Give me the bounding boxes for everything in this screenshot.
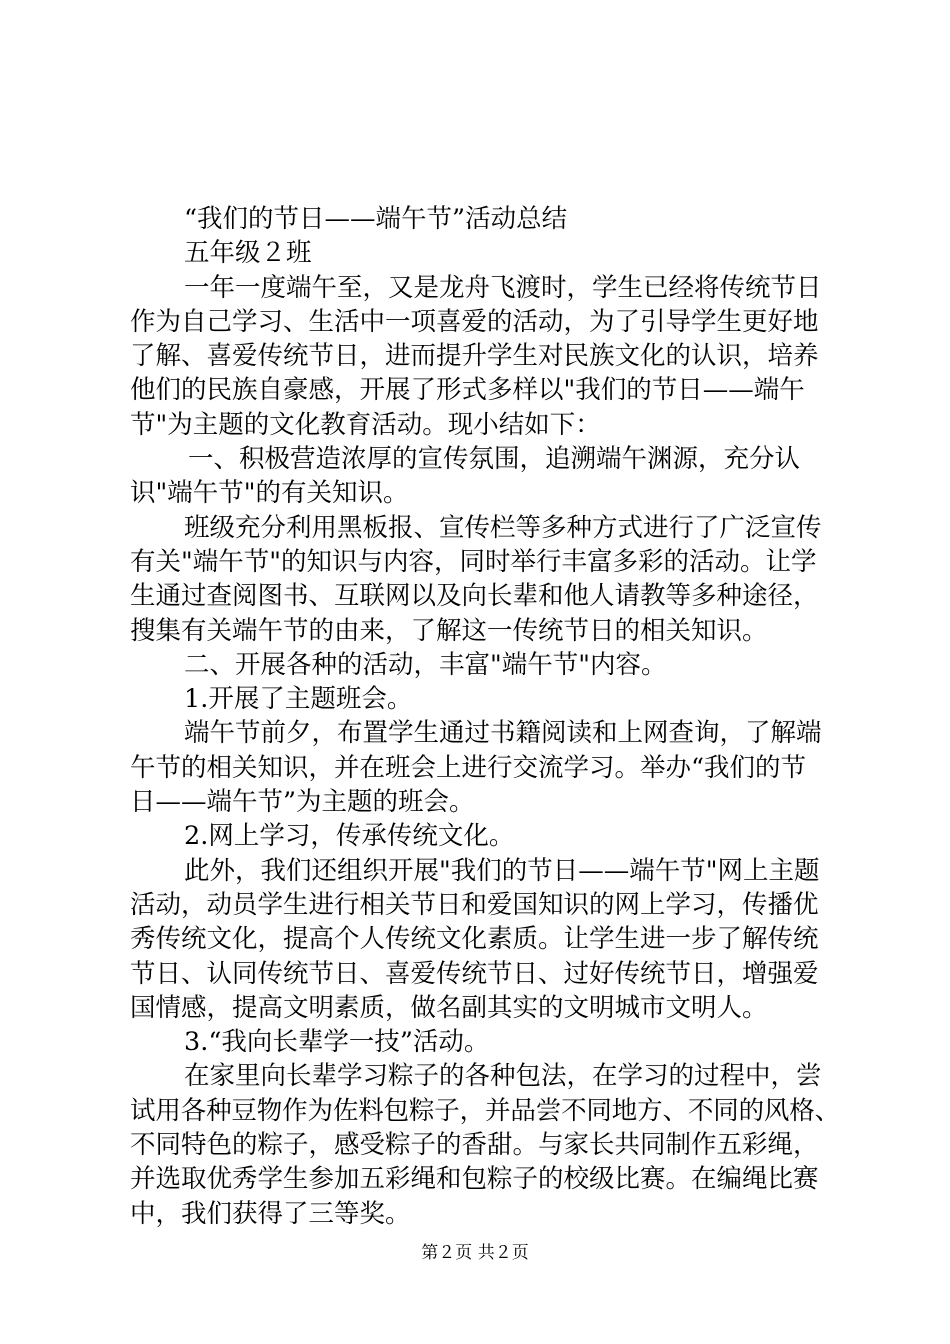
text-line: 五年级２班 [184,238,312,269]
text-line: 节"为主题的文化教育活动。现小结如下： [130,409,601,440]
page-footer: 第２页 共２页 [421,1243,529,1263]
text-line: 并选取优秀学生参加五彩绳和包粽子的校级比赛。在编绳比赛 [130,1164,819,1195]
text-line: 了解、喜爱传统节日，进而提升学生对民族文化的认识，培养 [130,341,819,372]
text-line: 不同特色的粽子，感受粽子的香甜。与家长共同制作五彩绳， [130,1130,819,1161]
text-line: 他们的民族自豪感，开展了形式多样以"我们的节日——端午 [130,375,805,406]
text-line: 作为自己学习、生活中一项喜爱的活动，为了引导学生更好地 [130,306,819,337]
text-line: 日——端午节”为主题的班会。 [130,787,475,818]
text-line: 3.“我向长辈学一技”活动。 [184,1027,490,1058]
text-line: “我们的节日——端午节”活动总结 [184,204,568,234]
text-line: 2.网上学习，传承传统文化。 [184,821,515,852]
text-line: 一年一度端午至，又是龙舟飞渡时，学生已经将传统节日 [184,272,822,303]
text-line: 午节的相关知识，并在班会上进行交流学习。举办“我们的节 [130,752,807,783]
text-line: 活动，动员学生进行相关节日和爱国知识的网上学习，传播优 [130,889,819,920]
text-line: 中，我们获得了三等奖。 [130,1198,411,1229]
document-body [130,202,840,1231]
text-line: 节日、认同传统节日、喜爱传统节日、过好传统节日，增强爱 [130,958,819,989]
text-line: 生通过查阅图书、互联网以及向长辈和他人请教等多种途径， [130,581,819,612]
text-line: 国情感，提高文明素质，做名副其实的文明城市文明人。 [130,992,768,1023]
text-line: 搜集有关端午节的由来，了解这一传统节日的相关知识。 [130,615,768,646]
text-line: 班级充分利用黑板报、宣传栏等多种方式进行了广泛宣传 [184,512,822,543]
text-line: 此外，我们还组织开展"我们的节日——端午节"网上主题 [184,855,820,886]
text-line: 端午节前夕，布置学生通过书籍阅读和上网查询，了解端 [184,718,822,749]
text-line: 识"端午节"的有关知识。 [130,478,409,509]
text-line: 试用各种豆物作为佐料包粽子，并品尝不同地方、不同的风格、 [130,1095,841,1126]
text-line: 在家里向长辈学习粽子的各种包法，在学习的过程中，尝 [184,1061,822,1092]
text-line: 有关"端午节"的知识与内容，同时举行丰富多彩的活动。让学 [130,546,817,577]
text-line: 一、积极营造浓厚的宣传氛围，追溯端午渊源，充分认 [188,444,801,475]
text-line: 1.开展了主题班会。 [184,684,413,715]
text-line: 秀传统文化，提高个人传统文化素质。让学生进一步了解传统 [130,924,819,955]
text-line: 二、开展各种的活动，丰富"端午节"内容。 [184,649,667,680]
